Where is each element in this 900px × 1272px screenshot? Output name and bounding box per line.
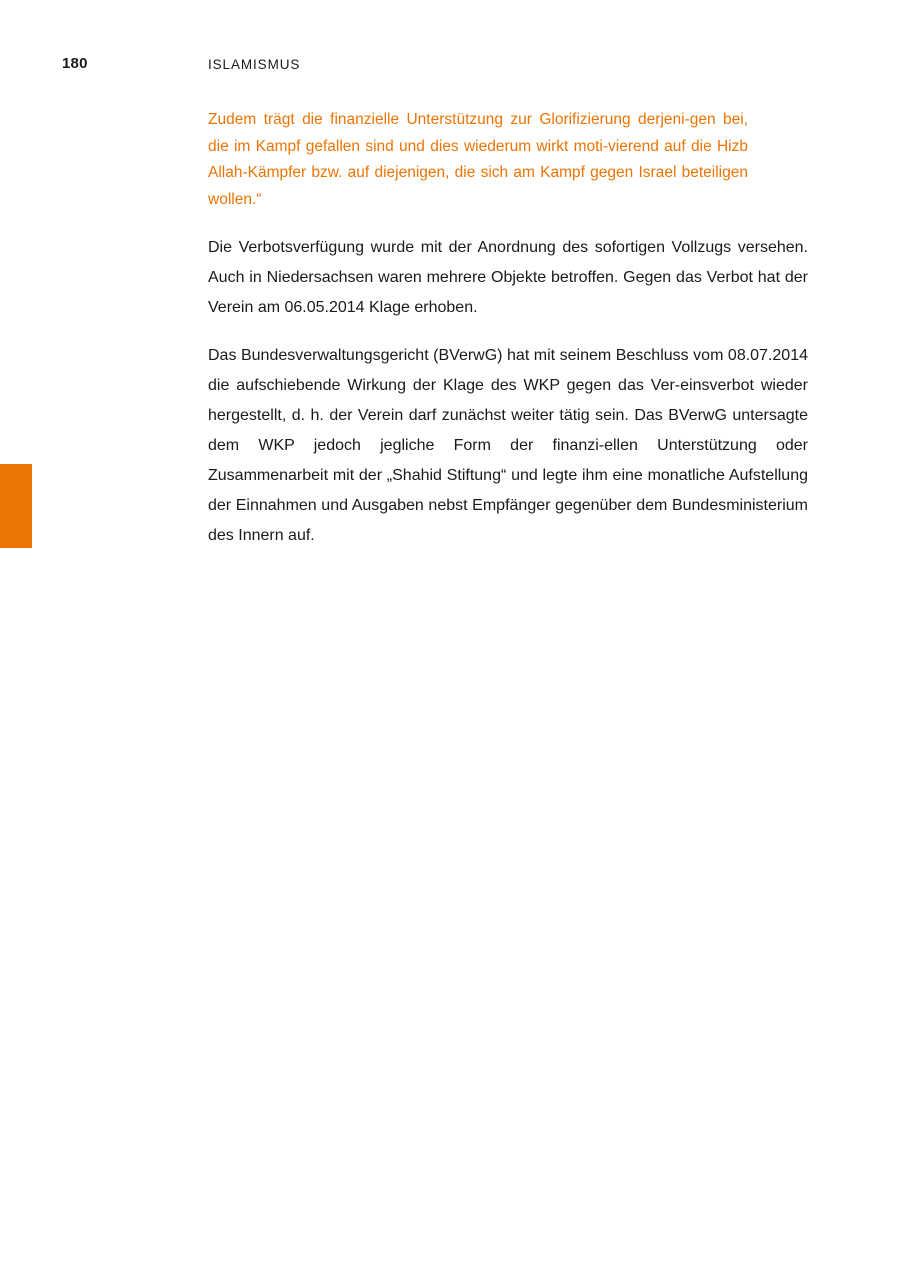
running-head: ISLAMISMUS xyxy=(208,57,301,72)
body-paragraph: Die Verbotsverfügung wurde mit der Anordnung des sofortigen Vollzugs versehen. Auch in Niedersachsen waren mehrere Objekte betroffen. Gegen das Verbot hat der Verein am 06.05.2014 Klage erhoben. xyxy=(208,239,808,316)
chapter-edge-marker xyxy=(0,464,32,548)
body-paragraph: Das Bundesverwaltungsgericht (BVerwG) hat mit seinem Beschluss vom 08.07.2014 die aufschiebende Wirkung der Klage des WKP gegen das Ver-einsverbot wieder hergestellt, d. h. der Verein darf zunächst weiter tätig sein. Das BVerwG untersagte dem WKP jedoch jegliche Form der finanzi-ellen Unterstützung oder Zusammenarbeit mit der „Shahid Stiftung“ und legte ihm eine monatliche Aufstellung der Einnahmen und Ausgaben nebst Empfänger gegenüber dem Bundesministerium des Innern auf. xyxy=(208,347,808,544)
page-number: 180 xyxy=(62,55,88,72)
pull-quote: Zudem trägt die finanzielle Unterstützung zur Glorifizierung derjeni-gen bei, die im Kampf gefallen sind und dies wiederum wirkt moti-vierend auf die Hizb Allah-Kämpfer bzw. auf diejenigen, die sich am Kampf gegen Israel beteiligen wollen.“ xyxy=(208,111,748,208)
page-body xyxy=(208,107,808,551)
page-header xyxy=(0,55,900,79)
